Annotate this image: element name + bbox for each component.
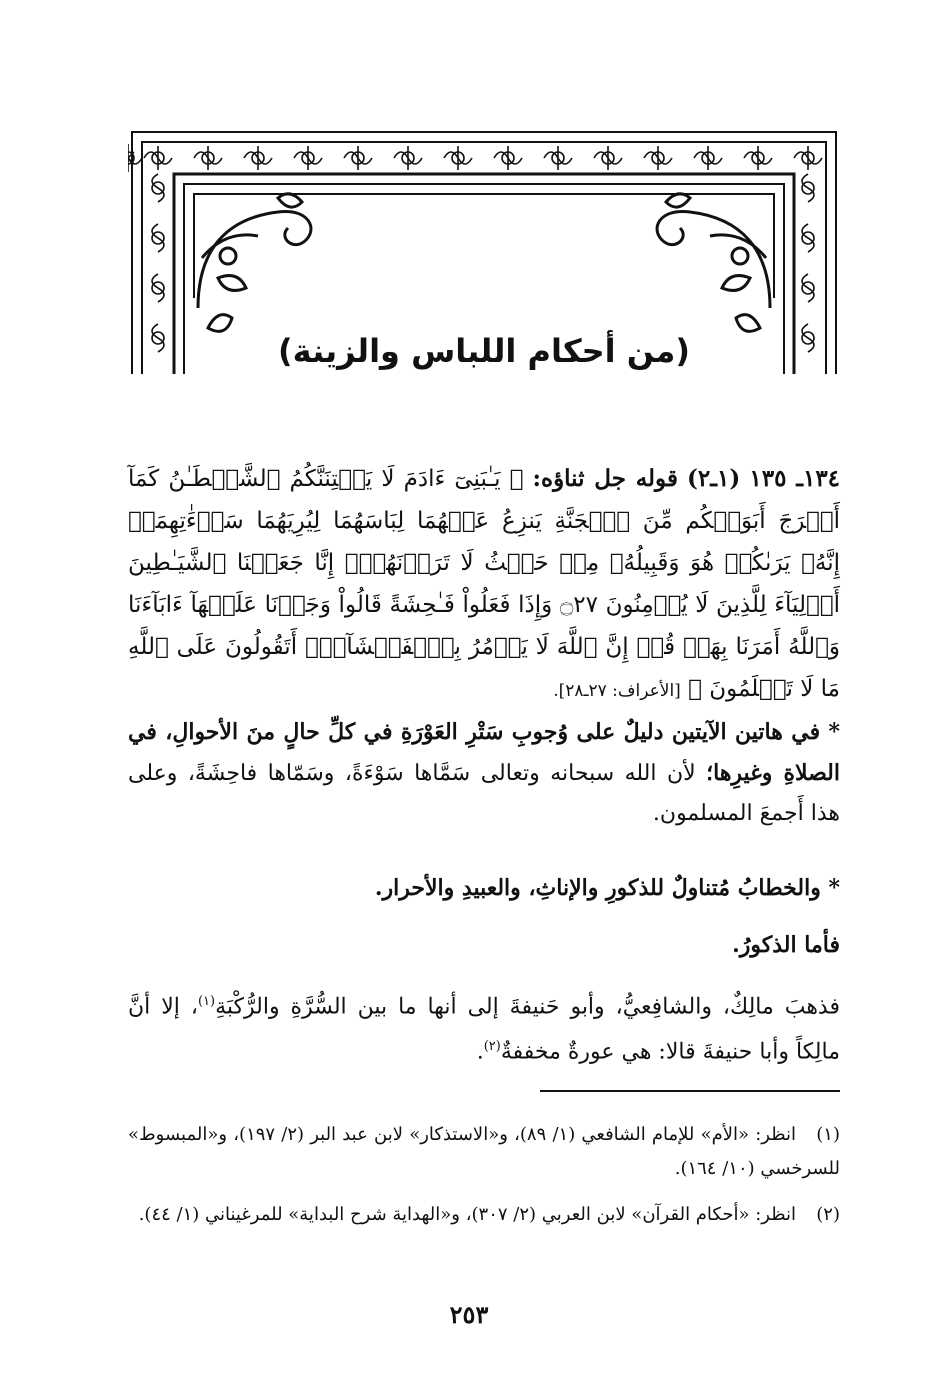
entry-range: (١ـ٢) xyxy=(687,465,741,492)
footnote-divider xyxy=(540,1090,840,1092)
entry-number: ١٣٤ـ ١٣٥ xyxy=(749,465,841,492)
footnote-1 xyxy=(128,1118,840,1186)
footnote-1-text: انظر: «الأم» للإمام الشافعي (١/ ٨٩)، و«الاستذكار» لابن عبد البر (٢/ ١٩٧)، و«المبسوط» للسرخسي (١٠/ ١٦٤). xyxy=(128,1124,840,1179)
verse-reference: [الأعراف: ٢٧ـ٢٨]. xyxy=(553,681,681,701)
footnote-1-mark: (١) xyxy=(816,1124,840,1145)
footnote-ref-2[interactable]: (٢) xyxy=(483,1039,501,1055)
verse-lead: قوله جل ثناؤه: xyxy=(532,465,678,492)
paragraph-males-heading: فأما الذكورُ. xyxy=(732,932,840,958)
quran-verse-text: ﴿ يَـٰبَنِىٓ ءَادَمَ لَا يَفۡتِنَنَّكُمُ ٱلشَّيۡطَـٰنُ كَمَآ أَخۡرَجَ أَبَوَيۡكُم مِّنَ ٱلۡجَنَّةِ يَنزِعُ عَنۡهُمَا لِبَاسَهُمَا لِيُرِيَهُمَا سَوۡءَٰتِهِمَآۚ إِنَّهُۥ يَرَىٰكُمۡ هُوَ وَقَبِيلُهُۥ مِنۡ حَيۡثُ لَا تَرَوۡنَهُمۡۗ إِنَّا جَعَلۡنَا ٱلشَّيَـٰطِينَ أَوۡلِيَآءَ لِلَّذِينَ لَا يُؤۡمِنُونَ ۝٢٧ وَإِذَا فَعَلُواْ فَـٰحِشَةً قَالُواْ وَجَدۡنَا عَلَيۡهَآ ءَابَآءَنَا وَٱللَّهُ أَمَرَنَا بِهَاۗ قُلۡ إِنَّ ٱللَّهَ لَا يَأۡمُرُ بِٱلۡفَحۡشَآءِۖ أَتَقُولُونَ عَلَى ٱللَّهِ مَا لَا تَعۡلَمُونَ ﴾ xyxy=(128,466,840,702)
paragraph-males-opinion xyxy=(128,982,840,1073)
paragraph-opinion-end: . xyxy=(476,1039,484,1065)
page-title: (من أحكام اللباس والزينة) xyxy=(278,332,690,370)
page-number: ٢٥٣ xyxy=(449,1300,489,1329)
paragraph-address: * والخطابُ مُتناولٌ للذكورِ والإناثِ، والعبيدِ والأحرار. xyxy=(374,875,840,901)
verse-block xyxy=(128,458,840,712)
footnote-2-text: انظر: «أحكام القرآن» لابن العربي (٢/ ٣٠٧)، و«الهداية شرح البداية» للمرغيناني (١/ ٤٤). xyxy=(138,1204,796,1225)
paragraph-opinion-part-a: فذهبَ مالِكٌ، والشافِعيُّ، وأبو حَنيفةَ إلى أنها ما بين السُّرَّةِ والرُّكْبَةِ xyxy=(215,994,840,1020)
footnote-ref-1[interactable]: (١) xyxy=(197,994,216,1009)
footnote-2 xyxy=(128,1198,840,1232)
paragraph-ruling-bold: * في هاتين الآيتين دليلٌ على وُجوبِ سَتْرِ العَوْرَةِ في كلِّ حالٍ منَ الأحوالِ، في الصلاةِ وغيرِها؛ xyxy=(128,719,840,786)
paragraph-ruling xyxy=(128,712,840,834)
footnote-2-mark: (٢) xyxy=(816,1204,840,1225)
paragraph-ruling-rest: لأن الله سبحانه وتعالى سَمَّاها سَوْءَةً، وسَمّاها فاحِشَةً، وعلى هذا أَجمعَ المسلمون. xyxy=(128,761,840,826)
paragraph-opinion-part-b: ، إلا أنَّ مالِكاً وأبا حنيفةَ قالا: هي عورةٌ مخففةٌ xyxy=(128,994,840,1065)
